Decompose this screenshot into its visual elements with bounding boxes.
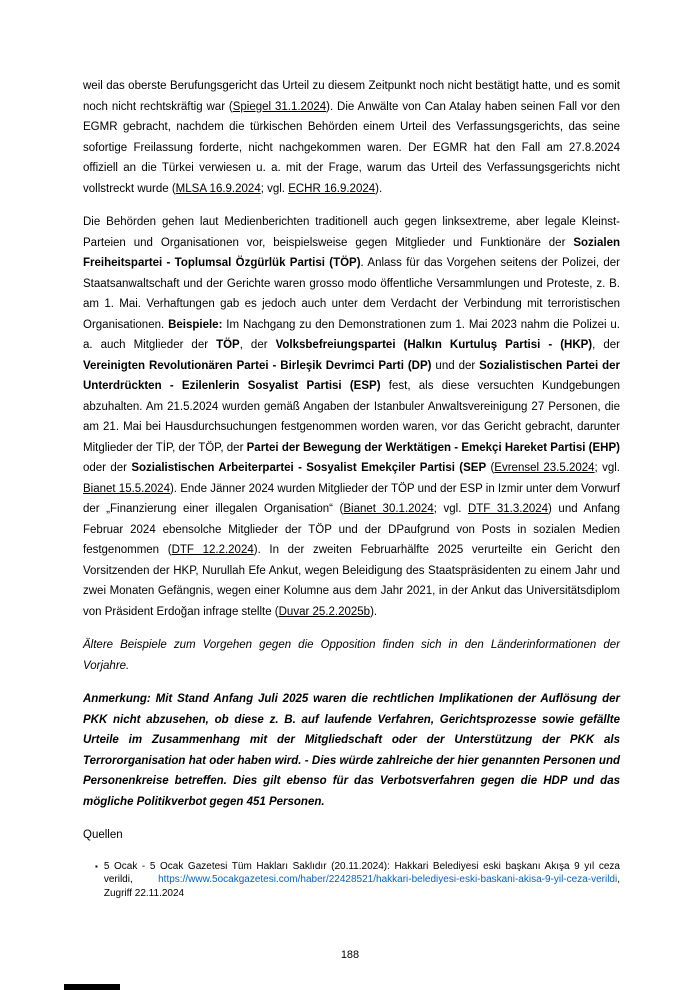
source-list-item xyxy=(95,860,620,901)
text-run: TÖP xyxy=(216,339,240,351)
bullet-icon: ▪ xyxy=(95,861,98,871)
text-run: , der xyxy=(239,339,276,351)
text-run: ; vgl. xyxy=(260,182,289,195)
text-run: Beispiele: xyxy=(168,318,223,331)
source-reference-link[interactable]: Bianet 30.1.2024 xyxy=(343,503,434,515)
paragraph-anmerkung xyxy=(83,689,620,812)
text-run: ). Ende Jänner 2024 wurden Mitglieder der TÖP und der ESP in Izmir unter dem Vorwurf der „Finanzierung einer illegalen Organisation“ ( xyxy=(83,482,620,515)
source-reference-link[interactable]: Evrensel 23.5.2024 xyxy=(494,462,595,474)
text-run: ). xyxy=(375,182,383,195)
text-run: ). xyxy=(370,605,378,618)
text-run: weil das oberste Berufungsgericht das Urteil zu diesem Zeitpunkt noch nicht bestätigt hatte, und es somit noch nicht rechtskräftig war ( xyxy=(83,80,620,113)
text-run: ). In der zweiten Februarhälfte 2025 verurteilte ein Gericht den Vorsitzenden der HKP, Nurullah Efe Ankut, wegen Beleidigung des Staatspräsidenten zu einem Jahr und zwei Monaten Gefängnis, wegen einer Kolumne aus dem Jahr 2021, in der Ankut das Universitätsdiplom von Präsident Erdoğan infrage stellte ( xyxy=(83,544,620,618)
page-content xyxy=(83,76,620,900)
source-reference-link[interactable]: Duvar 25.2.2025b xyxy=(278,605,371,618)
sources-heading: Quellen xyxy=(83,829,123,841)
text-run: Ältere Beispiele zum Vorgehen gegen die Opposition finden sich in den Länderinformationen der Vorjahre. xyxy=(83,639,620,672)
source-reference-link[interactable]: DTF 12.2.2024 xyxy=(171,544,254,556)
source-entry-text xyxy=(104,860,620,901)
next-page-edge-artifact xyxy=(64,984,120,990)
text-run: ) und Anfang Februar 2024 ebensolche Mitglieder der TÖP und der DPaufgrund von Posts in sozialen Medien festgenommen ( xyxy=(83,503,620,556)
text-run: , der xyxy=(592,339,620,351)
text-run: 5 Ocak - 5 Ocak Gazetesi Tüm Hakları Saklıdır (20.11.2024): Hakkari Belediyesi eski başkanı Akışa 9 yıl ceza verildi, xyxy=(103,860,620,885)
paragraph-older-examples-note xyxy=(83,635,620,676)
text-run: fest, als diese versuchten Kundgebungen abzuhalten. Am 21.5.2024 wurden gemäß Angaben der Istanbuler Anwaltsvereinigung 27 Personen, die am 21. Mai bei Hausdurchsuchungen festgenommen worden waren, vor das Gericht gebracht, darunter Mitglieder der TİP, der TÖP, der xyxy=(83,380,620,454)
text-run: Sozialistischen Partei der Unterdrückten - Ezilenlerin Sosyalist Partisi (ESP) xyxy=(83,359,620,392)
source-reference-link[interactable]: Bianet 15.5.2024 xyxy=(83,482,170,495)
text-run: ; vgl. xyxy=(433,503,468,515)
text-run: ( xyxy=(486,462,495,474)
text-run: Sozialen Freiheitspartei - Toplumsal Özgürlük Partisi (TÖP) xyxy=(83,236,620,269)
paragraph-left-parties xyxy=(83,212,620,622)
source-reference-link[interactable]: ECHR 16.9.2024 xyxy=(288,182,376,195)
hyperlink[interactable]: https://www.5ocakgazetesi.com/haber/22428521/hakkari-belediyesi-eski-baskani-akisa-9-yil-ceza-verildi xyxy=(158,874,618,885)
source-reference-link[interactable]: Spiegel 31.1.2024 xyxy=(232,100,327,113)
paragraph-atalay-case xyxy=(83,76,620,199)
text-run: und der xyxy=(431,359,480,372)
text-run: . Anlass für das Vorgehen seitens der Polizei, der Staatsanwaltschaft und der Gerichte waren grosso modo öffentliche Versammlungen und Proteste, z. B. am 1. Mai. Verhaftungen gab es jedoch auch unter dem Verdacht der Verbindung mit terroristischen Organisationen. xyxy=(83,257,621,331)
page-number: 188 xyxy=(340,949,360,961)
source-reference-link[interactable]: DTF 31.3.2024 xyxy=(467,503,549,515)
source-reference-link[interactable]: MLSA 16.9.2024 xyxy=(175,182,261,195)
text-run: Volksbefreiungspartei (Halkın Kurtuluş Partisi - (HKP) xyxy=(275,339,593,351)
text-run: , Zugriff 22.11.2024 xyxy=(103,874,620,899)
text-run: ; vgl. xyxy=(594,462,620,474)
text-run: Vereinigten Revolutionären Partei - Birleşik Devrimci Parti (DP) xyxy=(83,359,432,372)
text-run: Im Nachgang zu den Demonstrationen zum 1. Mai 2023 nahm die Polizei u. a. auch Mitglieder der xyxy=(83,318,620,351)
text-run: ). Die Anwälte von Can Atalay haben seinen Fall vor den EGMR gebracht, nachdem die türkischen Behörden einem Urteil des Verfassungsgerichts, das seine sofortige Freilassung forderte, nicht nachgekommen waren. Der EGMR hat den Fall am 27.8.2024 offiziell an die Türkei verwiesen u. a. mit der Frage, warum das Urteil des Verfassungsgerichts nicht vollstreckt wurde ( xyxy=(83,100,620,195)
text-run: oder der xyxy=(83,462,132,474)
text-run: Anmerkung: Mit Stand Anfang Juli 2025 waren die rechtlichen Implikationen der Auflösung der PKK nicht abzusehen, ob diese z. B. auf laufende Verfahren, Gerichtsprozesse sowie gefällte Urteile im Zusammenhang mit der Mitgliedschaft oder der Unterstützung der PKK als Terrororganisation hat oder haben wird. - Dies würde zahlreiche der hier genannten Personen und Personenkreise betreffen. Dies gilt ebenso für das Verbotsverfahren gegen die HDP und das mögliche Politikverbot gegen 451 Personen. xyxy=(83,693,620,808)
text-run: Die Behörden gehen laut Medienberichten traditionell auch gegen linksextreme, aber legale Kleinst-Parteien und Organisationen vor, beispielsweise gegen Mitglieder und Funktionäre der xyxy=(83,216,620,249)
text-run: Sozialistischen Arbeiterpartei - Sosyalist Emekçiler Partisi (SEP xyxy=(131,462,487,474)
text-run: Partei der Bewegung der Werktätigen - Emekçi Hareket Partisi (EHP) xyxy=(246,441,620,454)
